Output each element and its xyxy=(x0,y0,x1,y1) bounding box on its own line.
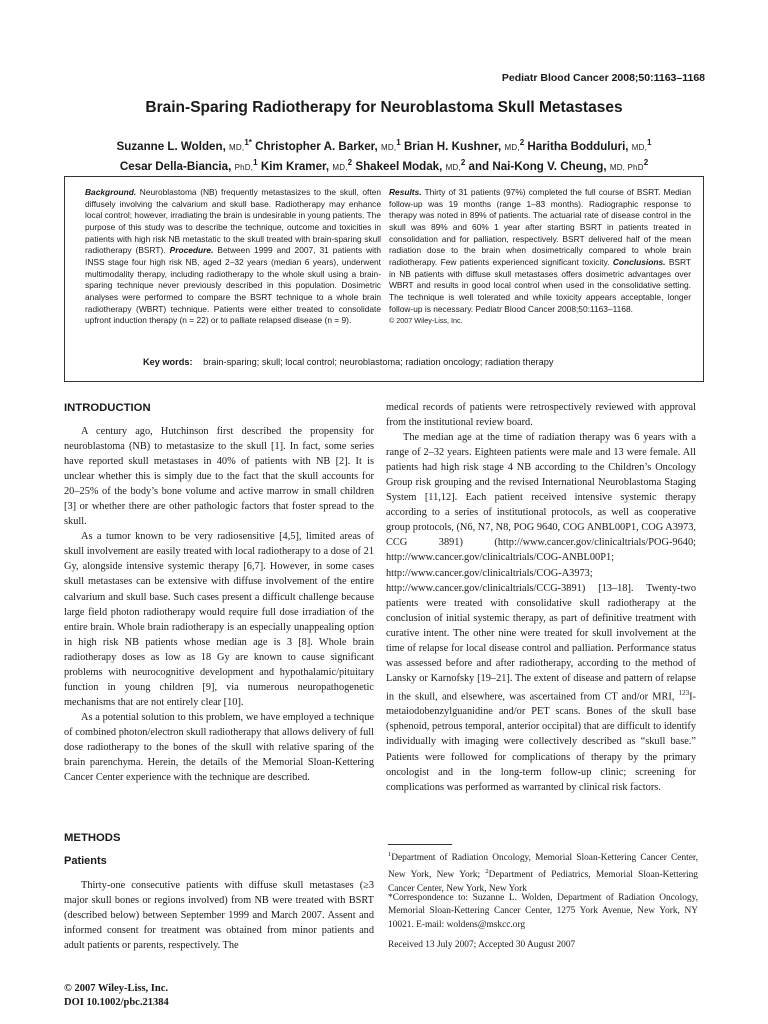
paragraph: As a tumor known to be very radiosensitive [4,5], limited areas of skull involvement are easily treated with local radiotherapy to a dose of 21 Gy, alongside intensive systemic therapy [6,7]. However, in some cases skull metastases can be extensive with diffuse involvement of the entire calvarium and skull base. Such cases present a difficult challenge because large field photon radiotherapy would require full dose irradiation of the entire brain. Whole brain radiotherapy is an especially unappealing option in high risk NB patients whose median age is 3 [8]. Whole brain radiotherapy doses as low as 18 Gy are known to cause significant problems with neurocognitive development and hypothalamic/pituitary function in young children [9], via numerous neuropathogenetic mechanisms that are not entirely clear [10]. xyxy=(64,531,374,708)
paragraph: As a potential solution to this problem, we have employed a technique of combined photon/electron skull radiotherapy that allows delivery of full dose radiotherapy to the bones of the skull with relative sparing of the brain parenchyma. Herein, the details of the Memorial Sloan-Kettering Cancer Center experience with the technique are described. xyxy=(64,711,374,784)
abstract-right-column xyxy=(389,187,691,327)
author: Brian H. Kushner, MD,$^2$ xyxy=(403,138,525,153)
publisher-copyright: © 2007 Wiley-Liss, Inc. xyxy=(64,983,169,994)
keywords xyxy=(143,357,553,367)
abstract-procedure-text: Between 1999 and 2007, 31 patients with INSS stage four high risk NB, aged 2–32 years (median 6 years), underwent multimodality therapy, including radiotherapy to the whole skull using a brain-sparing technique never previously described in this population. Dosimetric analyses were performed to compare the BSRT technique to a whole brain radiotherapy (WBRT) technique. Patients were either treated to consolidate upfront induction therapy (n = 22) or to palliate relapsed disease (n = 9). xyxy=(85,245,382,326)
journal-citation: Pediatr Blood Cancer 2008;50:1163–1168 xyxy=(501,72,705,84)
paragraph: medical records of patients were retrospectively reviewed with approval from the institutional review board. xyxy=(386,402,696,429)
keywords-label: Key words: xyxy=(143,357,193,367)
paragraph: Thirty-one consecutive patients with diffuse skull metastases (≥3 major skull bones or regions involved) from NB were treated with BSRT (described below) between September 1999 and March 2007. Assent and informed consent for treatment was obtained from minor patients and adult patients or parents, respectively. The xyxy=(64,880,374,952)
abstract-conclusions-label: Conclusions. xyxy=(612,256,666,267)
article-title: Brain-Sparing Radiotherapy for Neuroblastoma Skull Metastases xyxy=(145,99,623,116)
abstract-left-column xyxy=(85,187,381,327)
methods-heading: METHODS xyxy=(64,832,121,844)
affiliations: $^1$Department of Radiation Oncology, Memorial Sloan-Kettering Cancer Center, New York, New York; $^2$Department of Pediatrics, Memorial Sloan-Kettering Cancer Center, New York, New York xyxy=(388,851,698,894)
author: Haritha Bodduluri, MD,$^1$ xyxy=(527,138,652,153)
methods-body xyxy=(64,878,374,953)
patients-subheading: Patients xyxy=(64,855,107,867)
author: Suzanne L. Wolden, MD,$^{1*}$ xyxy=(116,138,252,153)
introduction-body xyxy=(64,424,374,785)
keywords-list: brain-sparing; skull; local control; neuroblastoma; radiation oncology; radiation therapy xyxy=(203,357,554,367)
received-dates: Received 13 July 2007; Accepted 30 August 2007 xyxy=(388,940,576,950)
right-column-body xyxy=(386,400,696,795)
abstract-copyright: © 2007 Wiley-Liss, Inc. xyxy=(389,316,463,326)
publisher-info xyxy=(64,982,169,1010)
abstract-box xyxy=(64,176,704,382)
abstract-background-label: Background. xyxy=(85,187,137,197)
author: Christopher A. Barker, MD,$^1$ xyxy=(255,138,401,153)
abstract-background-text: Neuroblastoma (NB) frequently metastasizes to the skull, often diffusely involving the calvarium and skull base. Radiotherapy may enhance local control; however, irradiating the brain is undesirable in young patients. The purpose of this study was to describe the technique, outcome and toxicities in patients with high risk NB metastatic to the skull treated with brain-sparing skull radiotherapy (BSRT). xyxy=(85,187,382,256)
correspondence: *Correspondence to: Suzanne L. Wolden, Department of Radiation Oncology, Memorial Sloan-Kettering Cancer Center, 1275 York Avenue, New York, NY 10021. E-mail: woldens@mskcc.org xyxy=(388,893,698,930)
received-footnote xyxy=(388,939,698,952)
abstract-results-text: Thirty of 31 patients (97%) completed the full course of BSRT. Median follow-up was 19 months (range 1–83 months). Radiographic response to therapy was noted in 89% of patients. The actuarial rate of disease control in the skull was 89% and 60% 1 year after starting BSRT in patients treated in consolidation and for palliation, respectively. BSRT delivered half of the mean radiation dose to the brain when dosimetrically compared to whole brain radiotherapy. Few patients experienced significant toxicity. xyxy=(389,187,691,267)
author: Shakeel Modak, MD,$^2$ xyxy=(355,158,466,173)
abstract-results-label: Results. xyxy=(389,187,422,197)
abstract-conclusions-text: BSRT in NB patients with diffuse skull metastases offers dosimetric advantages over WBRT and results in good local control when used in the consolidative setting. The technique is well tolerated and while toxicity appears acceptable, longer follow-up is necessary. Pediatr Blood Cancer 2008;50:1163–1168. xyxy=(389,256,691,314)
correspondence-footnote xyxy=(388,892,698,932)
affiliations-footnote xyxy=(388,848,698,896)
author: Kim Kramer, MD,$^2$ xyxy=(260,158,353,173)
paragraph: A century ago, Hutchinson first described the propensity for neuroblastoma (NB) to metastasize to the skull [1]. In fact, some series have reported skull metastases in 40% of patients with NB [2]. It is unclear whether this is simply due to the fact that the skull accounts for 20–25% of the body’s bone volume and active marrow in small children [3] or whether there are other pathologic factors that foster spread to the skull. xyxy=(64,426,374,528)
author: Cesar Della-Biancia, PhD,$^1$ xyxy=(119,158,258,173)
doi: DOI 10.1002/pbc.21384 xyxy=(64,997,169,1008)
footnote-rule xyxy=(388,844,452,845)
introduction-heading: INTRODUCTION xyxy=(64,402,151,414)
paragraph: The median age at the time of radiation therapy was 6 years with a range of 2–32 years. Eighteen patients were male and 13 were female. All patients had high risk stage 4 NB according to the Children’s Oncology Group risk grouping and the revised International Neuroblastoma Staging System [11,12]. Each patient received intensive systemic therapy according to a series of institutional protocols, as well as cooperative group protocols, (N6, N7, N8, POG 9640, COG ANBL00P1, COG A3973, CCG 3891) (http://www.cancer.gov/clinicaltrials/POG-9640; http://www.cancer.gov/clinicaltrials/COG-ANBL00P1; http://www.cancer.gov/clinicaltrials/COG-A3973; http://www.cancer.gov/clinicaltrials/CCG-3891) [13–18]. Twenty-two patients were treated with consolidative skull radiotherapy at the conclusion of initial systemic therapy, as part of definitive treatment with curative intent. The other nine were treated for skull involvement at the time of relapse for local disease control and palliation. Performance status was assessed before and after radiotherapy, according to the method of Lansky or Karnofsky [19–21]. The extent of disease and pattern of relapse in the skull, and elsewhere, was ascertained from CT and/or MRI, $^{123}$I-metaiodobenzylguanidine and/or PET scans. Bones of the skull base (sphenoid, petrous temporal, anterior occipital) that are difficult to identify individually with imaging were collectively described as “skull base.” Patients were followed for complications of therapy by the primary oncologist and in the long-term follow-up clinic; screening for complications was performed as warranted by clinical risk factors. xyxy=(386,432,696,793)
author: and Nai-Kong V. Cheung, MD, PhD$^2$ xyxy=(468,158,649,173)
abstract-procedure-label: Procedure. xyxy=(169,245,214,256)
author-list xyxy=(60,137,708,177)
